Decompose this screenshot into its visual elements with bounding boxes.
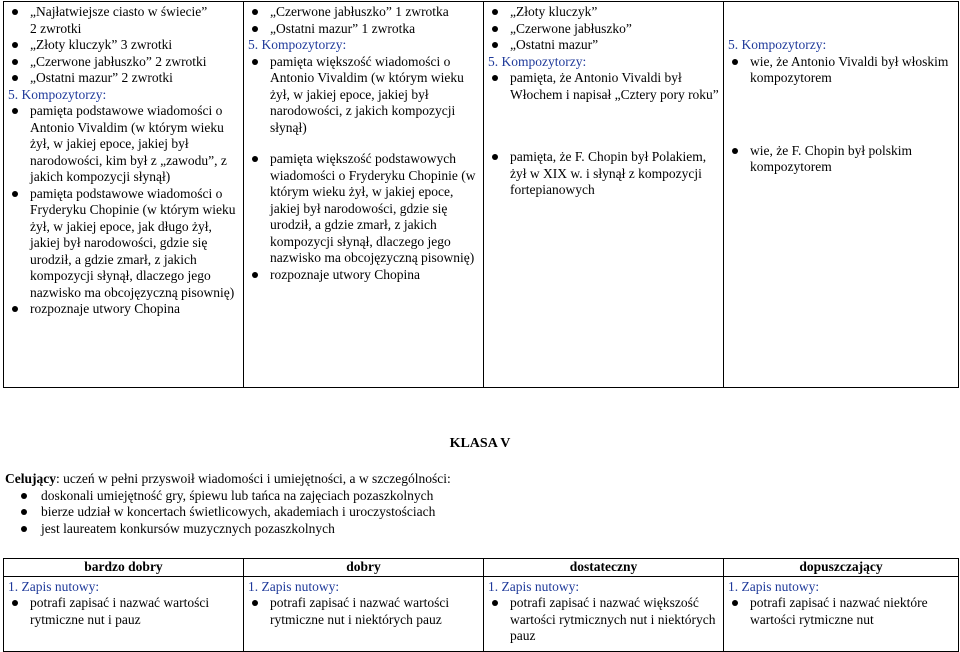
col-dostateczny-cont — [724, 2, 959, 388]
header-dopuszczajacy: dopuszczający — [724, 559, 959, 577]
list-item: jest laureatem konkursów muzycznych pozaszkolnych — [13, 521, 945, 538]
celujacy-section — [5, 471, 945, 537]
list-item: „Najłatwiejsze ciasto w świecie” — [8, 4, 240, 21]
col-bardzo-dobry-cont — [244, 2, 484, 388]
songs-list — [8, 4, 240, 21]
list-item: pamięta podstawowe wiadomości o Fryderyku Chopinie (w którym wieku żył, w jakiej epoce, jak długo żył, jakiej był narodowości, gdzie się urodził, a gdzie zmarł, z jakich kompozycji słynął, dlaczego jego nazwisko ma obcojęzyczną pisownię) — [8, 186, 240, 302]
notation-list — [8, 595, 240, 628]
composers-list — [728, 54, 955, 87]
section-heading: 5. Kompozytorzy: — [488, 53, 587, 69]
cell-bardzo-dobry — [4, 576, 244, 651]
criteria-table-bottom — [3, 558, 959, 652]
class-title: KLASA V — [449, 436, 511, 451]
songs-list — [488, 4, 720, 54]
celujacy-intro — [5, 471, 945, 488]
header-bardzo-dobry: bardzo dobry — [4, 559, 244, 577]
section-heading: 5. Kompozytorzy: — [8, 86, 107, 102]
list-item: „Złoty kluczyk” — [488, 4, 720, 21]
list-item: „Ostatni mazur” 1 zwrotka — [248, 21, 480, 38]
list-item: „Ostatni mazur” — [488, 37, 720, 54]
list-item: bierze udział w koncertach świetlicowych, akademiach i uroczystościach — [13, 504, 945, 521]
celujacy-text: : uczeń w pełni przyswoił wiadomości i umiejętności, a w szczególności: — [56, 471, 451, 486]
list-item: potrafi zapisać i nazwać wartości rytmiczne nut i pauz — [8, 595, 240, 628]
list-item: doskonali umiejętność gry, śpiewu lub tańca na zajęciach pozaszkolnych — [13, 488, 945, 505]
section-heading: 1. Zapis nutowy: — [8, 578, 100, 594]
verse-count: 2 zwrotki — [30, 20, 82, 36]
list-item: „Czerwone jabłuszko” — [488, 21, 720, 38]
cell-dostateczny — [484, 576, 724, 651]
section-heading: 1. Zapis nutowy: — [488, 578, 580, 594]
composers-list — [8, 103, 240, 318]
list-item: wie, że F. Chopin był polskim kompozytorem — [728, 143, 955, 176]
list-item: rozpoznaje utwory Chopina — [8, 301, 240, 318]
list-item: pamięta, że F. Chopin był Polakiem, żył w XIX w. i słynął z kompozycji fortepianowych — [488, 149, 720, 199]
section-heading: 5. Kompozytorzy: — [728, 37, 827, 52]
composers-list-b — [728, 143, 955, 176]
list-item: potrafi zapisać i nazwać wartości rytmiczne nut i niektórych pauz — [248, 595, 480, 628]
section-heading: 1. Zapis nutowy: — [248, 578, 340, 594]
list-item: pamięta większość podstawowych wiadomości o Fryderyku Chopinie (w którym wieku żył, w jakiej epoce, jakiej był narodowości, gdzie się urodził, a gdzie zmarł, z jakich kompozycji słynął, dlaczego jego nazwisko ma obcojęzyczną pisownię) — [248, 151, 480, 267]
section-heading: 1. Zapis nutowy: — [728, 578, 820, 594]
list-item: potrafi zapisać i nazwać niektóre wartości rytmiczne nut — [728, 595, 955, 628]
cell-dobry — [244, 576, 484, 651]
list-item: „Ostatni mazur” 2 zwrotki — [8, 70, 240, 87]
list-item: „Czerwone jabłuszko” 2 zwrotki — [8, 54, 240, 71]
notation-list — [488, 595, 720, 645]
composers-list — [488, 70, 720, 103]
list-item: wie, że Antonio Vivaldi był włoskim kompozytorem — [728, 54, 955, 87]
col-dobry-cont — [484, 2, 724, 388]
criteria-table-top — [3, 1, 959, 388]
composers-list — [248, 54, 480, 137]
header-dobry: dobry — [244, 559, 484, 577]
grade-label: Celujący — [5, 471, 56, 486]
cell-dopuszczajacy — [724, 576, 959, 651]
notation-list — [728, 595, 955, 628]
list-item: pamięta większość wiadomości o Antonio Vivaldim (w którym wieku żył, w jakiej epoce, jakiej był narodowości, z jakich kompozycji słynął) — [248, 54, 480, 137]
section-heading: 5. Kompozytorzy: — [248, 37, 347, 52]
notation-list — [248, 595, 480, 628]
list-item: pamięta, że Antonio Vivaldi był Włochem i napisał „Cztery pory roku” — [488, 70, 720, 103]
list-item: „Czerwone jabłuszko” 1 zwrotka — [248, 4, 480, 21]
list-item: potrafi zapisać i nazwać większość wartości rytmicznych nut i niektórych pauz — [488, 595, 720, 645]
songs-list — [248, 4, 480, 37]
list-item: pamięta podstawowe wiadomości o Antonio Vivaldim (w którym wieku żył, w jakiej epoce, jakiej był narodowości, kim był z „zawodu”, z jakich kompozycji słynął) — [8, 103, 240, 186]
list-item: rozpoznaje utwory Chopina — [248, 267, 480, 284]
composers-list-b — [248, 151, 480, 283]
songs-list-b — [8, 37, 240, 87]
composers-list-b — [488, 149, 720, 199]
col-celujacy-cont — [4, 2, 244, 388]
celujacy-list — [13, 488, 945, 538]
header-dostateczny: dostateczny — [484, 559, 724, 577]
list-item: „Złoty kluczyk” 3 zwrotki — [8, 37, 240, 54]
